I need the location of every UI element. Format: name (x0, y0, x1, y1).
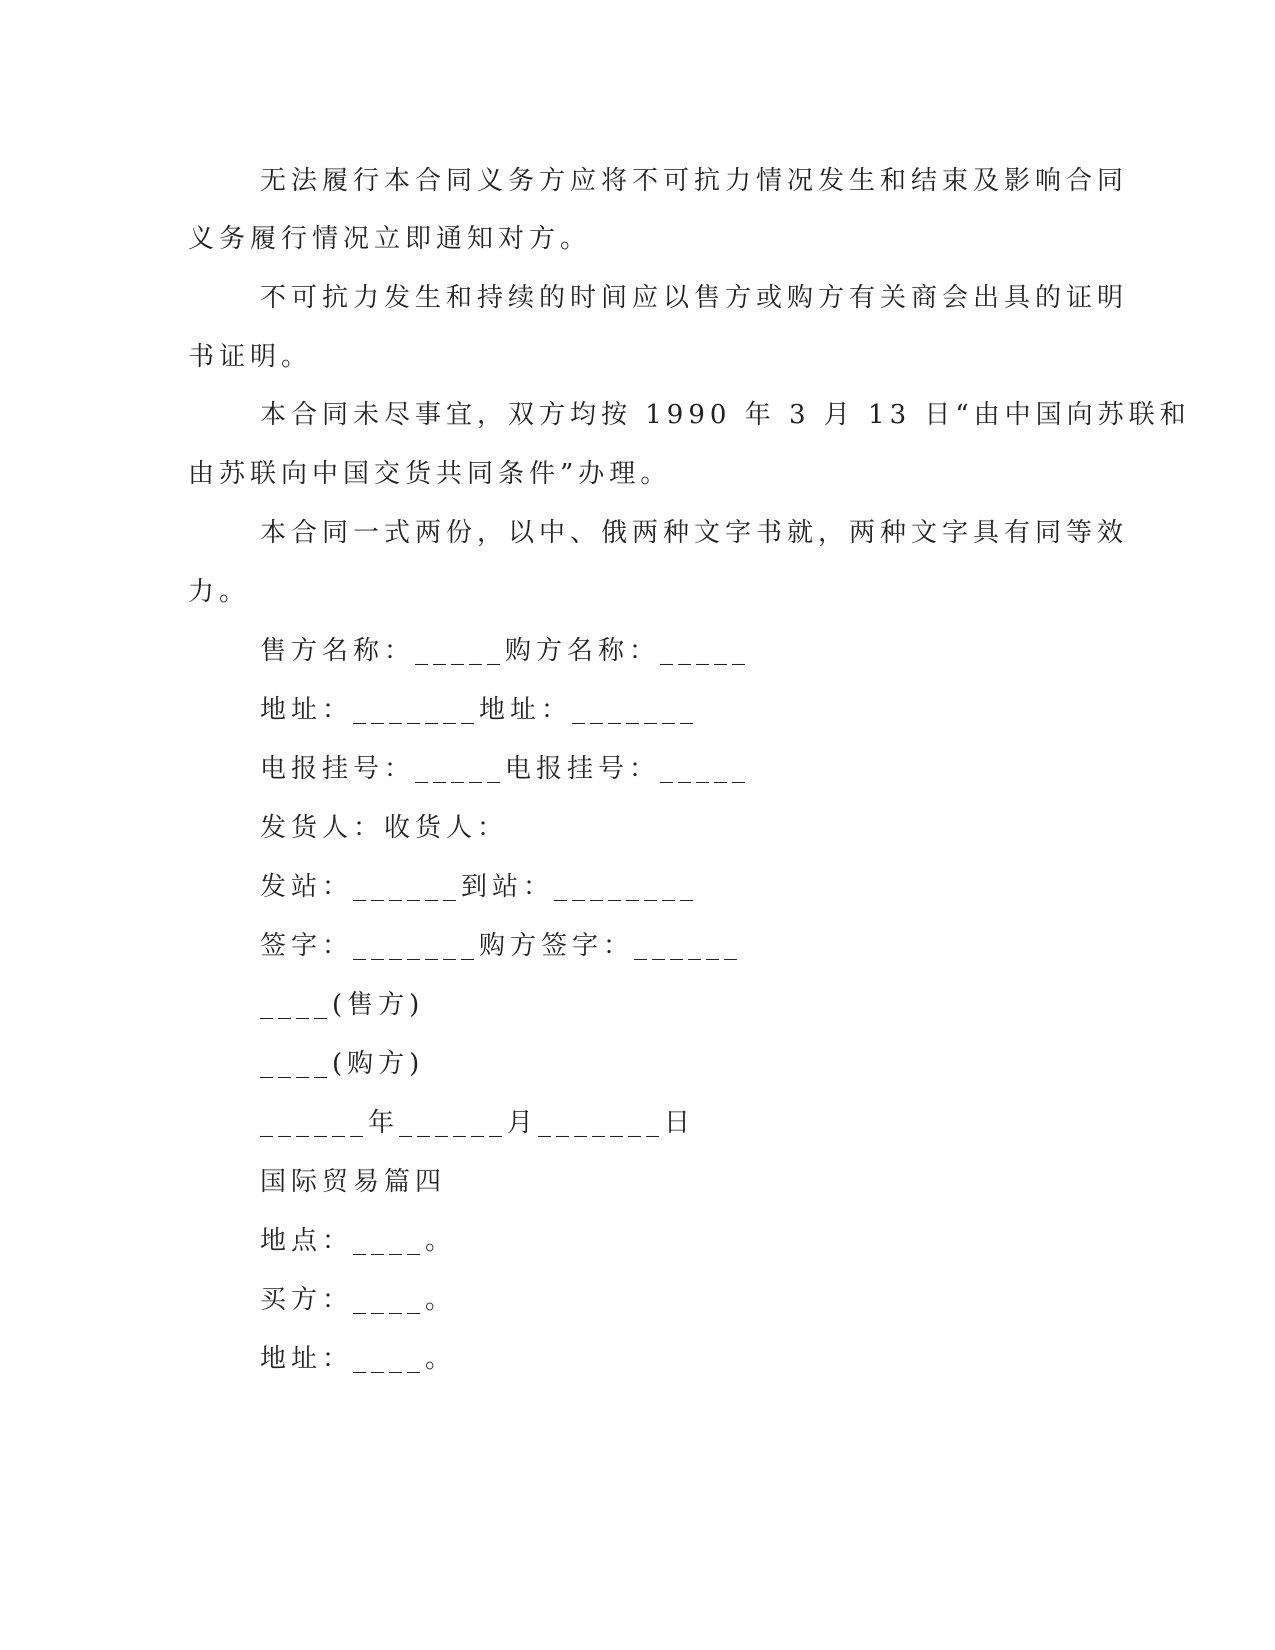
field-buyer-address: 地址：____。 (260, 1344, 457, 1374)
field-signatures: 签字：_______购方签字：______ (260, 931, 743, 961)
paragraph-force-majeure-notice-line2: 义务履行情况立即通知对方。 (188, 224, 592, 254)
field-seller-sign: ____(售方) (260, 990, 425, 1020)
field-date: ______年______月_______日 (260, 1108, 696, 1138)
field-shipper-consignee: 发货人：收货人： (260, 813, 509, 843)
paragraph-force-majeure-notice-line1: 无法履行本合同义务方应将不可抗力情况发生和结束及影响合同 (260, 166, 1129, 196)
field-location: 地点：____。 (260, 1226, 457, 1256)
field-buyer-sign: ____(购方) (260, 1049, 425, 1079)
field-buyer: 买方：____。 (260, 1285, 457, 1315)
paragraph-force-majeure-proof-line1: 不可抗力发生和持续的时间应以售方或购方有关商会出具的证明 (260, 283, 1129, 313)
field-seller-buyer-name: 售方名称：_____购方名称：_____ (260, 636, 751, 666)
paragraph-unresolved-matters-line2: 由苏联向中国交货共同条件”办理。 (188, 459, 672, 489)
paragraph-force-majeure-proof-line2: 书证明。 (188, 342, 313, 372)
paragraph-copies-languages-line1: 本合同一式两份，以中、俄两种文字书就，两种文字具有同等效 (260, 518, 1129, 548)
field-departure-arrival-station: 发站：______到站：________ (260, 872, 699, 902)
field-telegraph-code: 电报挂号：_____电报挂号：_____ (260, 754, 751, 784)
paragraph-unresolved-matters-line1: 本合同未尽事宜，双方均按 1990 年 3 月 13 日“由中国向苏联和 (260, 400, 1191, 430)
section-heading: 国际贸易篇四 (260, 1167, 447, 1197)
field-address: 地址：_______地址：_______ (260, 695, 699, 725)
paragraph-copies-languages-line2: 力。 (188, 577, 251, 607)
